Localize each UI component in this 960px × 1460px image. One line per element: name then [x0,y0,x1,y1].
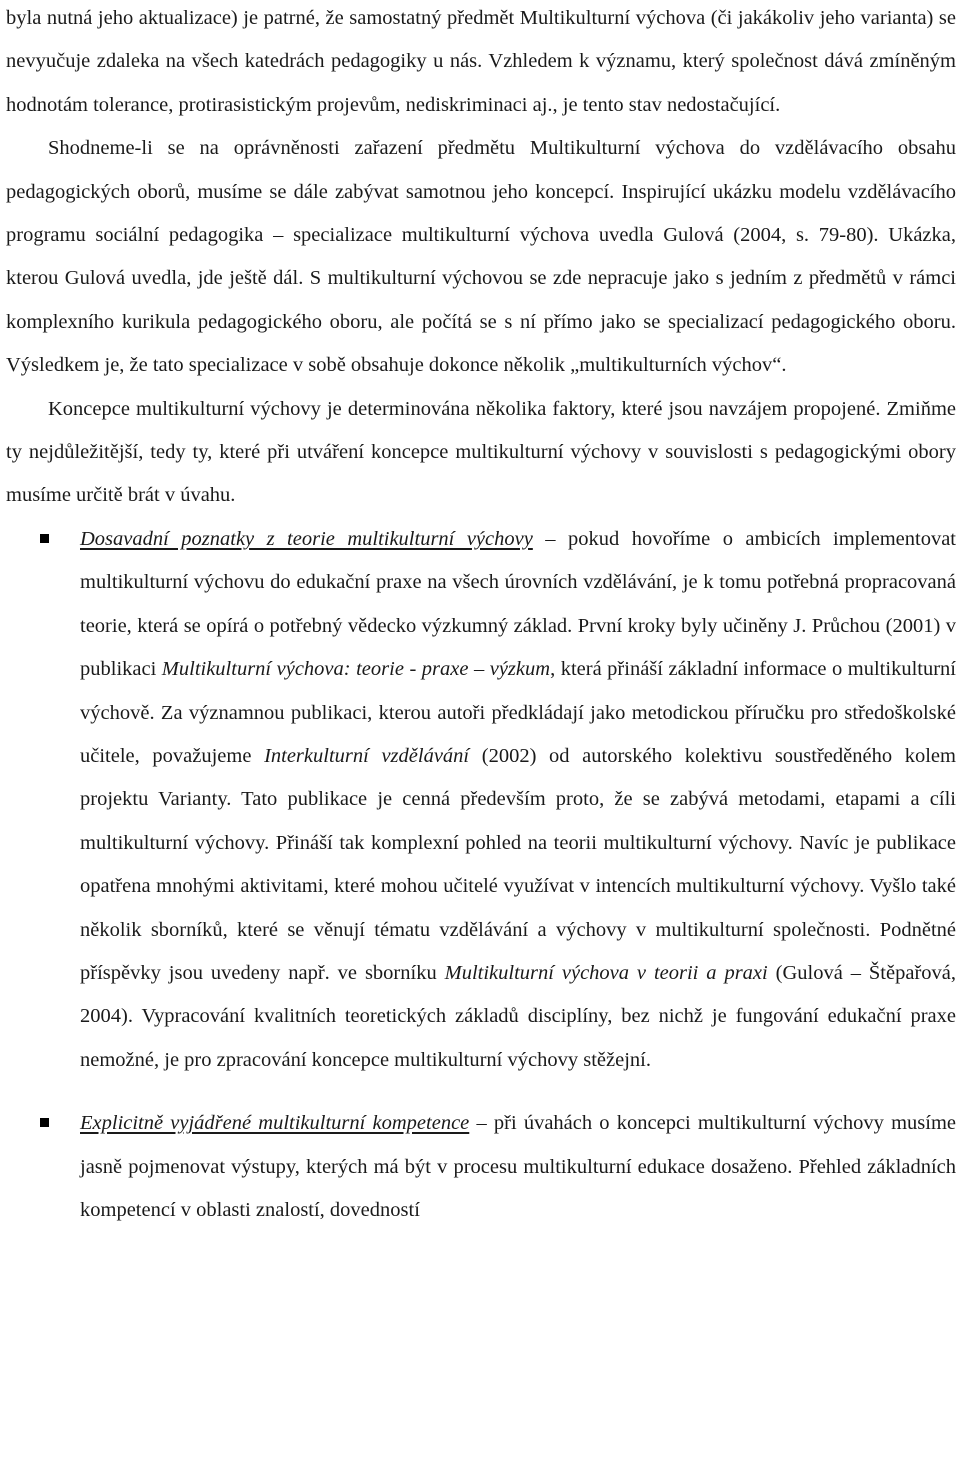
bullet-text: – pokud hovoříme o ambicích implementovat multikulturní výchovu do edukační praxe na všech úrovních vzdělávání, je k tomu potřebná propracovaná teorie, která se opírá o potřebný vědecko výzkumný základ. První kroky byly učiněny J. Průchou (2001) v publikaci [80,527,956,681]
square-bullet-icon [40,1118,49,1127]
bullet-text: – při úvahách o koncepci multikulturní výchovy musíme jasně pojmenovat výstupy, kterých má být v procesu multikulturní edukace dosaženo. Přehled základních kompetencí v oblasti znalostí, dovedností [80,1112,956,1221]
document-page [6,0,956,1232]
publication-title: Multikulturní výchova v teorii a praxi [444,961,768,984]
bullet-heading: Explicitně vyjádřené multikulturní kompetence [80,1112,470,1135]
bullet-text: , která přináší základní informace o multikulturní výchově. Za významnou publikaci, kterou autoři předkládají jako metodickou příručku pro středoškolské učitele, považujeme [80,658,956,767]
bullet-text: (2002) od autorského kolektivu soustředěného kolem projektu Varianty. Tato publikace je cenná především proto, že se zabývá metodami, etapami a cíli multikulturní výchovy. Přináší tak komplexní pohled na teorii multikulturní výchovy. Navíc je publikace opatřena mnohými aktivitami, které mohou učitelé využívat v intencích multikulturní výchovy. Vyšlo také několik sborníků, které se věnují tématu vzdělávání a výchovy v multikulturní společnosti. Podnětné příspěvky jsou uvedeny např. ve sborníku [80,744,956,984]
publication-title: Multikulturní výchova: teorie - praxe – výzkum [161,658,551,681]
square-bullet-icon [40,534,49,543]
bullet-text: (Gulová – Štěpařová, 2004). Vypracování kvalitních teoretických základů disciplíny, bez nichž je fungování edukační praxe nemožné, je pro zpracování koncepce multikulturní výchovy stěžejní. [80,961,956,1071]
bullet-heading: Dosavadní poznatky z teorie multikulturní výchovy [80,527,533,550]
paragraph: Shodneme-li se na oprávněnosti zařazení předmětu Multikulturní výchova do vzdělávacího obsahu pedagogických oborů, musíme se dále zabývat samotnou jeho koncepcí. Inspirující ukázku modelu vzdělávacího programu sociální pedagogika – specializace multikulturní výchova uvedla Gulová (2004, s. 79-80). Ukázka, kterou Gulová uvedla, jde ještě dál. S multikulturní výchovou se zde nepracuje jako s jedním z předmětů v rámci komplexního kurikula pedagogického oboru, ale počítá se s ní přímo jako se specializací pedagogického oboru. Výsledkem je, že tato specializace v sobě obsahuje dokonce několik „multikulturních výchov“. [6,137,956,377]
bullet-item [6,518,956,1082]
publication-title: Interkulturní vzdělávání [264,744,470,767]
bullet-item [6,1102,956,1232]
paragraph: Koncepce multikulturní výchovy je determinována několika faktory, které jsou navzájem propojené. Zmiňme ty nejdůležitější, tedy ty, které při utváření koncepce multikulturní výchovy v souvislosti s pedagogickými obory musíme určitě brát v úvahu. [6,397,956,507]
paragraph: byla nutná jeho aktualizace) je patrné, že samostatný předmět Multikulturní výchova (či jakákoliv jeho varianta) se nevyučuje zdaleka na všech katedrách pedagogiky u nás. Vzhledem k významu, který společnost dává zmíněným hodnotám tolerance, protirasistickým projevům, nediskriminaci aj., je tento stav nedostačující. [6,7,956,116]
